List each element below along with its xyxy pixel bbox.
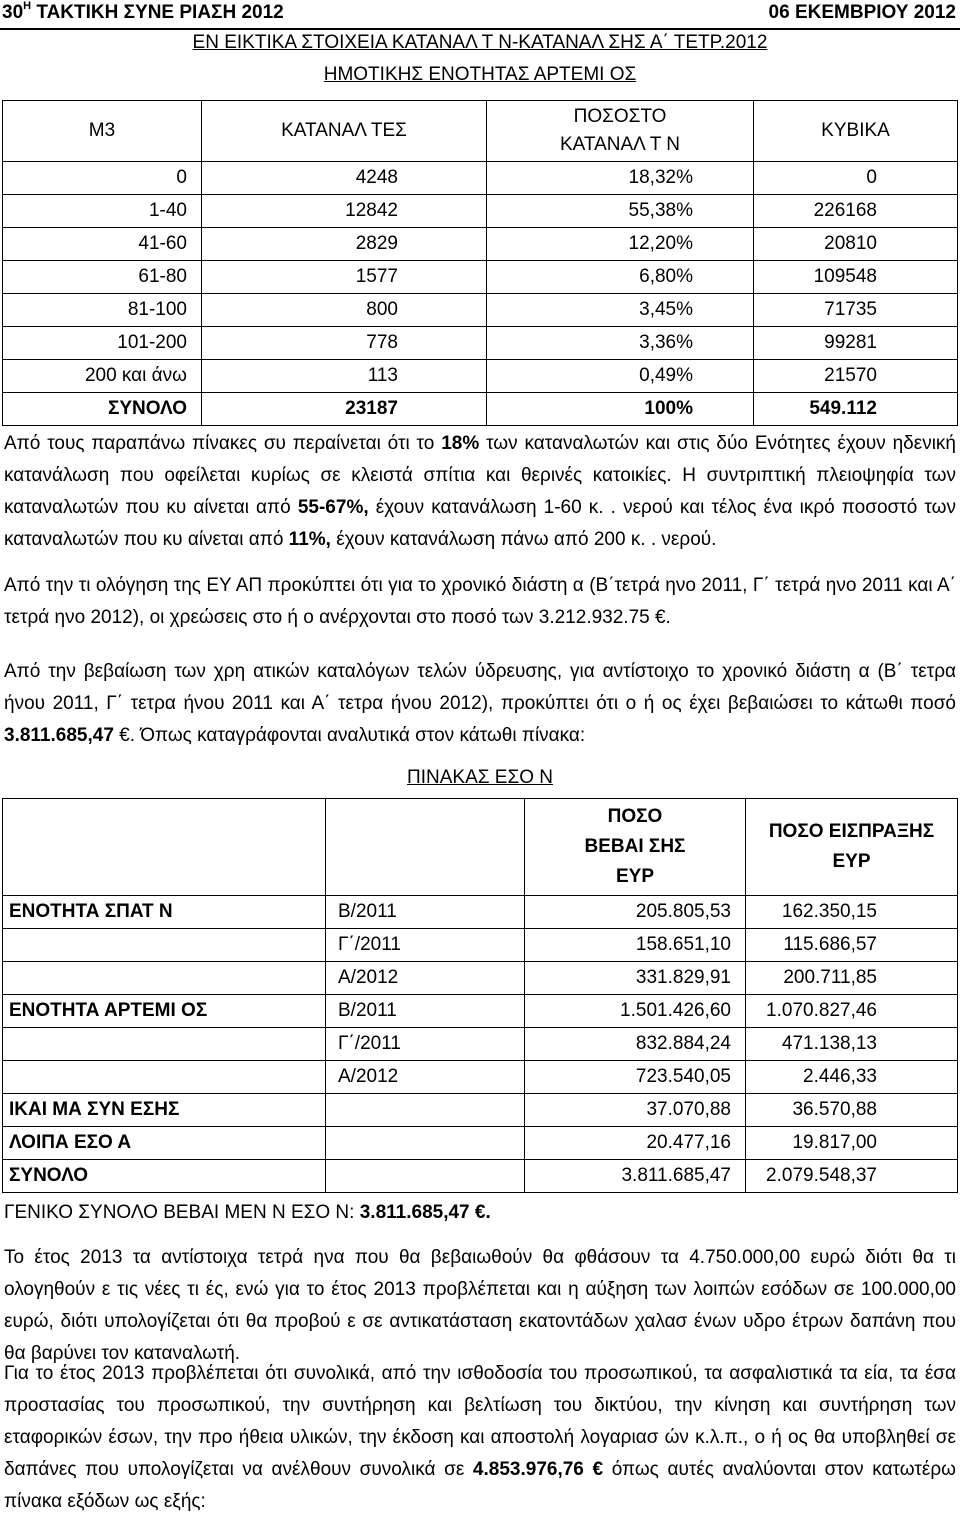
col-collected-amount: ΠΟΣΟ ΕΙΣΠΡΑΞΗΣ ΕΥΡ — [746, 799, 958, 896]
table1-title: ΕΝ ΕΙΚΤΙΚΑ ΣΤΟΙΧΕΙΑ ΚΑΤΑΝΑΛ Τ Ν-ΚΑΤΑΝΑΛ ΣΗΣ Α΄ ΤΕΤΡ.2012 — [192, 32, 768, 53]
paragraph-forecast-revenue: Το έτος 2013 τα αντίστοιχα τετρά ηνα που θα βεβαιωθούν θα φθάσουν τα 4.750.000,00 ευρώ διότι θα τι ολογηθούν ε τις νέες τι ές, ενώ για το έτος 2013 προβλέπεται και η αύξηση των λοιπών εσόδων σε 100.000,00 ευρώ, διότι υπολογίζεται ότι θα προβού ε σε αντικατάσταση εκατοντάδων χαλασ ένων υδρο έτρων δαπάνη που θα βαρύνει τον καταναλωτή. — [4, 1247, 956, 1364]
page-header — [2, 2, 956, 28]
header-date: 06 ΕΚΕΜΒΡΙΟΥ 2012 — [768, 2, 956, 23]
header-session: $30^H$ ΤΑΚΤΙΚΗ ΣΥΝΕ ΡΙΑΣΗ 2012 — [2, 0, 284, 23]
col-consumers: ΚΑΤΑΝΑΛ ΤΕΣ — [202, 101, 487, 162]
table-row: 1-40 12842 55,38% 226168 — [3, 195, 958, 228]
table-row: 61-80 1577 6,80% 109548 — [3, 261, 958, 294]
table-row: Α/2012 331.829,91 200.711,85 — [3, 962, 958, 995]
paragraph-assessment: Από την βεβαίωση των χρη ατικών καταλόγων τελών ύδρευσης, για αντίστοιχο το χρονικό διάστη α (Β΄ τετρα ήνου 2011, Γ΄ τετρα ήνου 2011 και Α΄ τετρα ήνου 2012), προκύπτει ότι ο ή ος έχει βεβαιώσει το κάτωθι ποσό 3.811.685,47 €. Όπως καταγράφονται αναλυτικά στον κάτωθι πίνακα: — [4, 661, 956, 746]
header-rule — [0, 28, 960, 30]
table-row: ΛΟΙΠΑ ΕΣΟ Α 20.477,16 19.817,00 — [3, 1127, 958, 1160]
col-percent: ΠΟΣΟΣΤΟ ΚΑΤΑΝΑΛ Τ Ν — [487, 101, 754, 162]
table-row: 41-60 2829 12,20% 20810 — [3, 228, 958, 261]
table-row: 81-100 800 3,45% 71735 — [3, 294, 958, 327]
col-assessed-amount: ΠΟΣΟ ΒΕΒΑΙ ΣΗΣ ΕΥΡ — [525, 799, 746, 896]
table-row: Α/2012 723.540,05 2.446,33 — [3, 1061, 958, 1094]
revenue-table-title: ΠΙΝΑΚΑΣ ΕΣΟ Ν — [407, 767, 553, 788]
paragraph-consumption-summary: Από τους παραπάνω πίνακες συ περαίνεται ότι το 18% των καταναλωτών και στις δύο Ενότητες έχουν ηδενική κατανάλωση που οφείλεται κυρίως σε κλειστά σπίτια και θερινές κατοικίες. Η συντριπτική πλειοψηφία των καταναλωτών που κυ αίνεται από 55-67%, έχουν κατανάλωση 1-60 κ. . νερού και τέλος ένα ικρό ποσοστό των καταναλωτών που κυ αίνεται από 11%, έχουν κατανάλωση πάνω από 200 κ. . νερού. — [4, 433, 956, 550]
revenue-table — [2, 798, 958, 1193]
table-row: 200 και άνω 113 0,49% 21570 — [3, 360, 958, 393]
col-cubic: ΚΥΒΙΚΑ — [754, 101, 958, 162]
table1-subtitle: ΗΜΟΤΙΚΗΣ ΕΝΟΤΗΤΑΣ ΑΡΤΕΜΙ ΟΣ — [323, 64, 637, 85]
col-m3: Μ3 — [3, 101, 202, 162]
table-total-row: ΣΥΝΟΛΟ 3.811.685,47 2.079.548,37 — [3, 1160, 958, 1193]
table-row: Γ΄/2011 832.884,24 471.138,13 — [3, 1028, 958, 1061]
table-row: ΙΚΑΙ ΜΑ ΣΥΝ ΕΣΗΣ 37.070,88 36.570,88 — [3, 1094, 958, 1127]
table-total-row: ΣΥΝΟΛΟ 23187 100% 549.112 — [3, 393, 958, 426]
paragraph-forecast-expenses: Για το έτος 2013 προβλέπεται ότι συνολικά, από την ισθοδοσία του προσωπικού, τα ασφαλιστικά τα εία, τα έσα προστασίας του προσωπικού, την συντήρηση και βελτίωση του δικτύου, την κίνηση και συντήρηση των εταφορικών έσων, την προ ήθεια υλικών, την έκδοση και αποστολή λογαριασ ών κ.λ.π., ο ή ος θα υποβληθεί σε δαπάνες που υπολογίζεται να ανέλθουν συνολικά σε 4.853.976,76 € όπως αυτές αναλύονται στον κατωτέρω πίνακα εξόδων ως εξής: — [4, 1363, 956, 1512]
grand-total-line: ΓΕΝΙΚΟ ΣΥΝΟΛΟ ΒΕΒΑΙ ΜΕΝ Ν ΕΣΟ Ν: 3.811.685,47 €. — [4, 1202, 491, 1223]
table-row: Γ΄/2011 158.651,10 115.686,57 — [3, 929, 958, 962]
table-row: 0 4248 18,32% 0 — [3, 162, 958, 195]
table-row: ΕΝΟΤΗΤΑ ΑΡΤΕΜΙ ΟΣ Β/2011 1.501.426,60 1.070.827,46 — [3, 995, 958, 1028]
table-header-row — [3, 799, 958, 896]
paragraph-billing: Από την τι ολόγηση της ΕΥ ΑΠ προκύπτει ότι για το χρονικό διάστη α (Β΄τετρά ηνο 2011, Γ΄ τετρά ηνο 2011 και Α΄ τετρά ηνο 2012), οι χρεώσεις στο ή ο ανέρχονται στο ποσό των 3.212.932.75 €. — [4, 575, 956, 628]
table-row: ΕΝΟΤΗΤΑ ΣΠΑΤ Ν Β/2011 205.805,53 162.350,15 — [3, 896, 958, 929]
table-row: 101-200 778 3,36% 99281 — [3, 327, 958, 360]
consumption-table — [2, 100, 958, 426]
table-header-row — [3, 101, 958, 162]
